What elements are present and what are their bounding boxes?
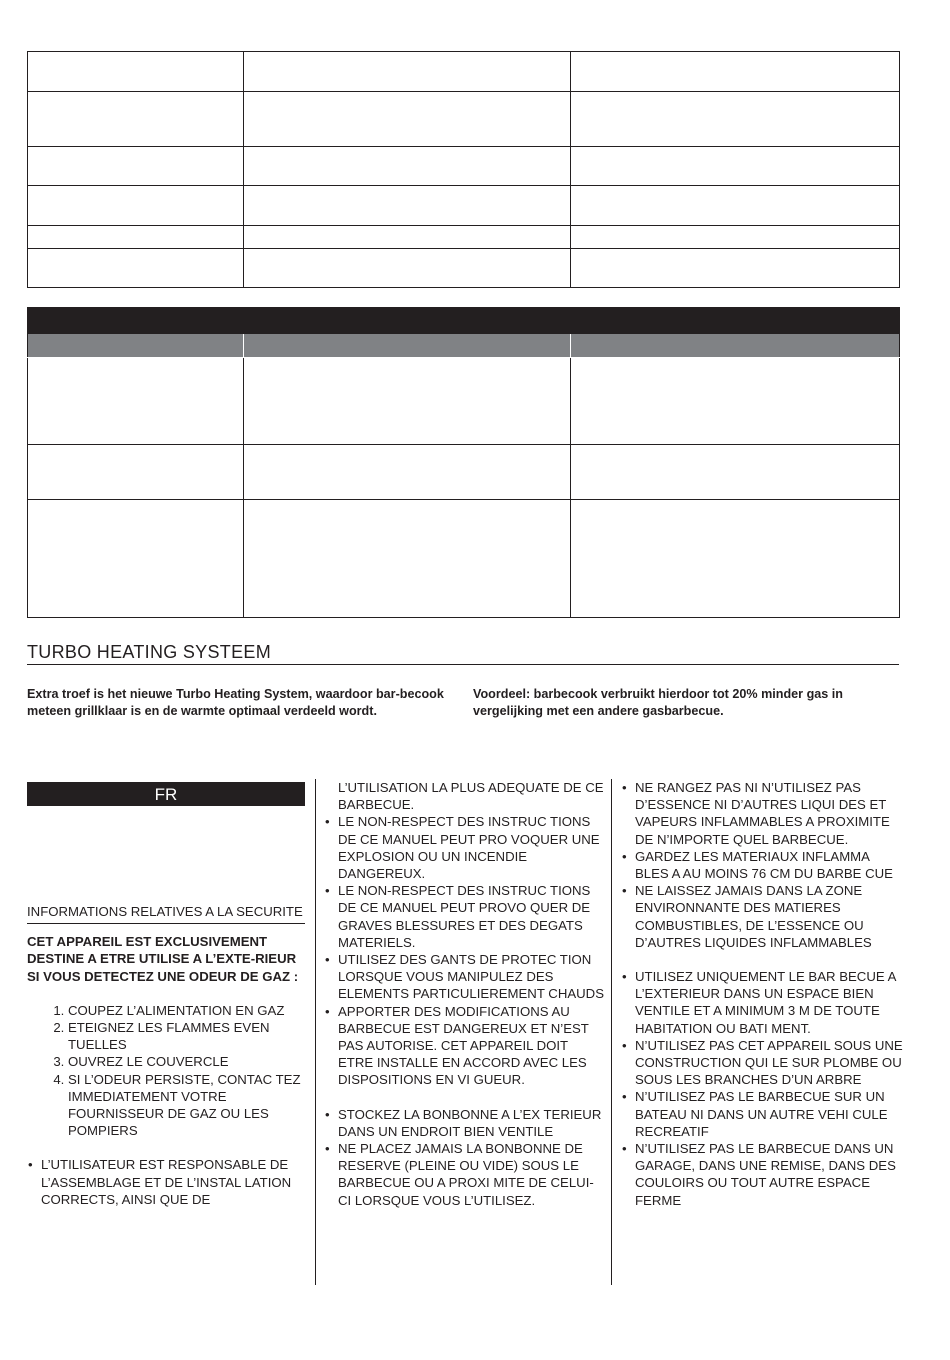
fr-column-2 — [324, 779, 606, 1209]
list-item: • NE PLACEZ JAMAIS LA BONBONNE DE RESERVE (PLEINE OU VIDE) SOUS LE BARBECUE OU A PROXI MITE DE CELUI-CI LORSQUE VOUS L’UTILISEZ. — [338, 1140, 606, 1209]
table-row — [28, 226, 900, 249]
safety-heading: INFORMATIONS RELATIVES A LA SECURITE — [27, 903, 305, 924]
table-row — [28, 358, 900, 445]
table-subheader-row — [28, 334, 900, 358]
column-divider — [611, 779, 612, 1285]
list-item: 1. COUPEZ L’ALIMENTATION EN GAZ — [68, 1002, 305, 1019]
safety-bullets — [27, 1156, 305, 1208]
list-item: 4. SI L’ODEUR PERSISTE, CONTAC TEZ IMMEDIATEMENT VOTRE FOURNISSEUR DE GAZ OU LES POMPIERS — [68, 1071, 305, 1140]
list-item: 2. ETEIGNEZ LES FLAMMES EVEN TUELLES — [68, 1019, 305, 1053]
gas-odor-steps — [27, 1002, 305, 1140]
gas-odor-warning: SI VOUS DETECTEZ UNE ODEUR DE GAZ : — [27, 968, 299, 984]
list-item: • UTILISEZ UNIQUEMENT LE BAR BECUE A L’EXTERIEUR DANS UN ESPACE BIEN VENTILE ET A MINIMUM 3 M DE TOUTE HABITATION OU BATI MENT. — [635, 968, 903, 1037]
list-item: • LE NON-RESPECT DES INSTRUC TIONS DE CE MANUEL PEUT PROVO QUER DE GRAVES BLESSURES ET DES DEGATS MATERIELS. — [338, 882, 606, 951]
list-item: • APPORTER DES MODIFICATIONS AU BARBECUE EST DANGEREUX ET N’EST PAS AUTORISE. CET APPAREIL DOIT ETRE INSTALLE EN ACCORD AVEC LES DISPOSITIONS EN VI GUEUR. — [338, 1003, 606, 1089]
safety-bullets — [324, 813, 606, 1088]
table-row — [28, 147, 900, 186]
outdoor-warning: CET APPAREIL EST EXCLUSIVEMENT DESTINE A ETRE UTILISE A L’EXTE-RIEUR — [27, 934, 297, 967]
turbo-description: Extra troef is het nieuwe Turbo Heating System, waardoor bar-becook meteen grillklaar is en de warmte optimaal verdeeld wordt. — [27, 687, 444, 719]
empty-table-troubleshooting — [27, 307, 900, 618]
list-item: • NE RANGEZ PAS NI N’UTILISEZ PAS D’ESSENCE NI D’AUTRES LIQUI DES ET VAPEURS INFLAMMABLES A PROXIMITE DE N’IMPORTE QUEL BARBECUE. — [635, 779, 903, 848]
column-divider — [315, 779, 316, 1285]
list-item: 3. OUVREZ LE COUVERCLE — [68, 1053, 305, 1070]
table-row — [28, 52, 900, 92]
list-item: • LE NON-RESPECT DES INSTRUC TIONS DE CE MANUEL PEUT PRO VOQUER UNE EXPLOSION OU UN INCENDIE DANGEREUX. — [338, 813, 606, 882]
fr-column-1 — [27, 779, 305, 1208]
table-row — [28, 186, 900, 226]
table-row — [28, 92, 900, 147]
safety-bullets — [324, 1106, 606, 1209]
table-row — [28, 500, 900, 618]
list-item: • UTILISEZ DES GANTS DE PROTEC TION LORSQUE VOUS MANIPULEZ DES ELEMENTS PARTICULIEREMENT CHAUDS — [338, 951, 606, 1003]
table-header-bar — [28, 308, 900, 334]
section-title-turbo: TURBO HEATING SYSTEEM — [27, 641, 899, 665]
list-item: • L’UTILISATEUR EST RESPONSABLE DE L’ASSEMBLAGE ET DE L’INSTAL LATION CORRECTS, AINSI QUE DE — [41, 1156, 305, 1208]
language-badge-fr: FR — [27, 782, 305, 806]
list-item: • STOCKEZ LA BONBONNE A L’EX TERIEUR DANS UN ENDROIT BIEN VENTILE — [338, 1106, 606, 1140]
fr-column-3 — [621, 779, 903, 1209]
list-item: • N’UTILISEZ PAS CET APPAREIL SOUS UNE CONSTRUCTION QUI LE SUR PLOMBE OU SOUS LES BRANCHES D’UN ARBRE — [635, 1037, 903, 1089]
safety-bullets — [621, 968, 903, 1209]
safety-bullets — [621, 779, 903, 951]
list-item: • N’UTILISEZ PAS LE BARBECUE SUR UN BATEAU NI DANS UN AUTRE VEHI CULE RECREATIF — [635, 1088, 903, 1140]
table-row — [28, 445, 900, 500]
table-row — [28, 249, 900, 288]
list-item: • GARDEZ LES MATERIAUX INFLAMMA BLES A AU MOINS 76 CM DU BARBE CUE — [635, 848, 903, 882]
continued-text: L’UTILISATION LA PLUS ADEQUATE DE CE BARBECUE. — [338, 780, 604, 813]
list-item: • NE LAISSEZ JAMAIS DANS LA ZONE ENVIRONNANTE DES MATIERES COMBUSTIBLES, DE L’ESSENCE OU D’AUTRES LIQUIDES INFLAMMABLES — [635, 882, 903, 951]
empty-table-top — [27, 51, 900, 288]
list-item: • N’UTILISEZ PAS LE BARBECUE DANS UN GARAGE, DANS UNE REMISE, DANS DES COULOIRS OU TOUT AUTRE ESPACE FERME — [635, 1140, 903, 1209]
turbo-advantage: Voordeel: barbecook verbruikt hierdoor tot 20% minder gas in vergelijking met een andere gasbarbecue. — [473, 687, 843, 719]
